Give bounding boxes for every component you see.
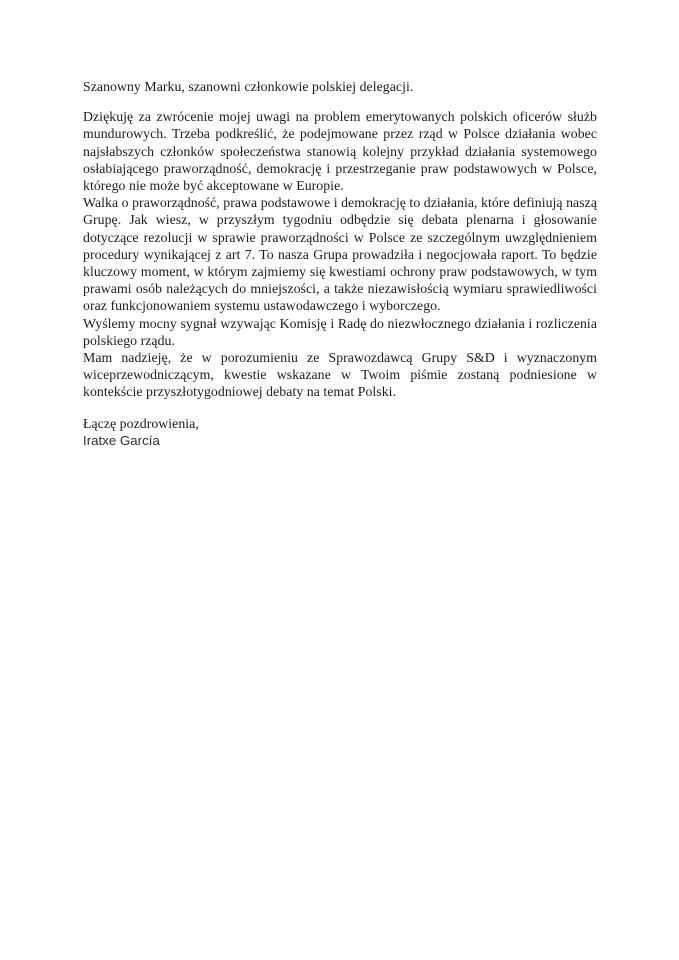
salutation: Szanowny Marku, szanowni członkowie polskiej delegacji. (83, 79, 414, 94)
paragraph-3: Wyślemy mocny sygnał wzywając Komisję i Radę do niezwłocznego działania i rozliczenia polskiego rządu. (83, 315, 597, 348)
paragraph-2: Walka o praworządność, prawa podstawowe i demokrację to działania, które definiują naszą Grupę. Jak wiesz, w przyszłym tygodniu odbędzie się debata plenarna i głosowanie dotyczące rezolucji w sprawie praworządności w Polsce ze szczególnym uwzględnieniem procedury wynikającej z art 7. To nasza Grupa prowadziła i negocjowała raport. To będzie kluczowy moment, w którym zajmiemy się kwestiami ochrony praw podstawowych, w tym prawami osób należących do mniejszości, a także niezawisłością wymiaru sprawiedliwości oraz funkcjonowaniem systemu ustawodawczego i wyborczego. (83, 195, 597, 314)
closing-line: Łączę pozdrowienia, (83, 415, 199, 431)
paragraph-1: Dziękuję za zwrócenie mojej uwagi na problem emerytowanych polskich oficerów służb mundurowych. Trzeba podkreślić, że podejmowane przez rząd w Polsce działania wobec najsłabszych członków społeczeństwa stanowią kolejny przykład działania systemowego osłabiającego praworządność, demokrację i przestrzeganie praw podstawowych w Polsce, którego nie może być akceptowane w Europie. (83, 109, 597, 194)
paragraph-4: Mam nadzieję, że w porozumieniu ze Sprawozdawcą Grupy S&D i wyznaczonym wiceprzewodniczącym, kwestie wskazane w Twoim piśmie zostaną podniesione w kontekście przyszłotygodniowej debaty na temat Polski. (83, 350, 597, 400)
signature-name: Iratxe García (83, 432, 160, 448)
letter-body (83, 78, 597, 449)
